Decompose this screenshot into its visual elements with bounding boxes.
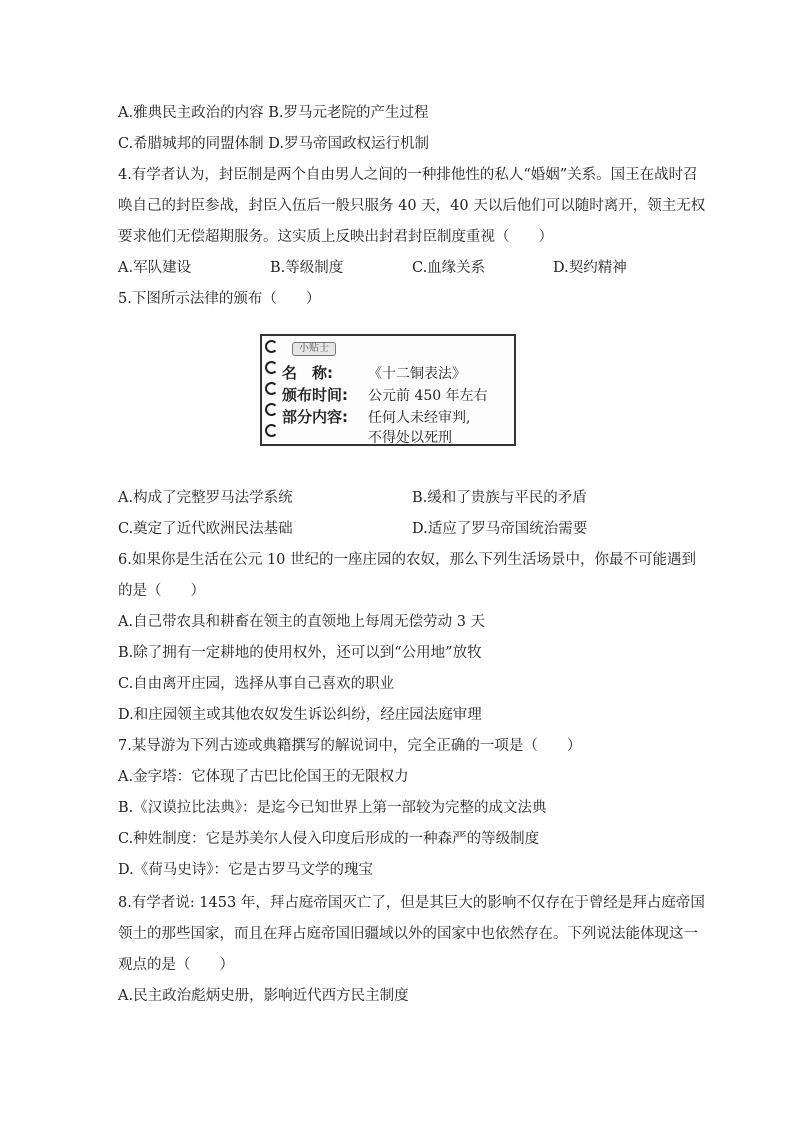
q5-option-b: B.缓和了贵族与平民的矛盾 bbox=[412, 490, 587, 506]
q4-option-d: D.契约精神 bbox=[553, 260, 627, 276]
name-value: 《十二铜表法》 bbox=[368, 366, 466, 382]
q5-stem: 5.下图所示法律的颁布（ ） bbox=[118, 291, 321, 307]
q4-option-b: B.等级制度 bbox=[270, 260, 344, 276]
q8-stem-line-2: 领土的那些国家，而且在拜占庭帝国旧疆域以外的国家中也依然存在。下列说法能体现这一 bbox=[118, 926, 698, 942]
q5-option-c: C.奠定了近代欧洲民法基础 bbox=[118, 521, 293, 537]
date-value: 公元前 450 年左右 bbox=[368, 388, 488, 404]
q4-stem-line-2: 唤自己的封臣参战，封臣入伍后一般只服务 40 天，40 天以后他们可以随时离开，领主无权 bbox=[118, 198, 706, 214]
q6-option-a: A.自己带农具和耕畜在领主的直领地上每周无偿劳动 3 天 bbox=[118, 614, 486, 630]
q4-option-a: A.军队建设 bbox=[118, 260, 192, 276]
q5-option-d: D.适应了罗马帝国统治需要 bbox=[412, 521, 588, 537]
q6-stem-line-2: 的是（ ） bbox=[118, 583, 205, 599]
q3-options-ab: A.雅典民主政治的内容 B.罗马元老院的产生过程 bbox=[118, 105, 429, 121]
content-label: 部分内容: bbox=[282, 408, 348, 426]
content-value-2: 不得处以死刑 bbox=[368, 430, 452, 446]
q6-stem-line-1: 6.如果你是生活在公元 10 世纪的一座庄园的农奴，那么下列生活场景中，你最不可能遇到 bbox=[118, 552, 696, 568]
q4-option-c: C.血缘关系 bbox=[412, 260, 486, 276]
card-tag: 小贴士 bbox=[292, 342, 336, 356]
q7-option-d: D.《荷马史诗》：它是古罗马文学的瑰宝 bbox=[118, 862, 373, 878]
name-label: 名 称: bbox=[282, 364, 333, 382]
q7-option-b: B.《汉谟拉比法典》：是迄今已知世界上第一部较为完整的成文法典 bbox=[118, 800, 547, 816]
q8-stem-line-3: 观点的是（ ） bbox=[118, 957, 234, 973]
q8-option-a: A.民主政治彪炳史册，影响近代西方民主制度 bbox=[118, 988, 409, 1004]
q6-option-b: B.除了拥有一定耕地的使用权外，还可以到“公用地”放牧 bbox=[118, 645, 482, 661]
q6-option-c: C.自由离开庄园，选择从事自己喜欢的职业 bbox=[118, 676, 395, 692]
law-info-card bbox=[260, 334, 516, 446]
q4-stem-line-3: 要求他们无偿超期服务。这实质上反映出封君封臣制度重视（ ） bbox=[118, 229, 553, 245]
q4-stem-line-1: 4.有学者认为，封臣制是两个自由男人之间的一种排他性的私人“婚姻”关系。国王在战时召 bbox=[118, 167, 698, 183]
q7-stem: 7.某导游为下列古迹或典籍撰写的解说词中，完全正确的一项是（ ） bbox=[118, 738, 582, 754]
q5-option-a: A.构成了完整罗马法学系统 bbox=[118, 490, 293, 506]
spiral-binding-icon bbox=[265, 340, 279, 445]
q8-stem-line-1: 8.有学者说: 1453 年，拜占庭帝国灭亡了，但是其巨大的影响不仅存在于曾经是拜占庭帝国 bbox=[118, 895, 705, 911]
q7-option-c: C.种姓制度：它是苏美尔人侵入印度后形成的一种森严的等级制度 bbox=[118, 831, 540, 847]
q7-option-a: A.金字塔：它体现了古巴比伦国王的无限权力 bbox=[118, 769, 409, 785]
q6-option-d: D.和庄园领主或其他农奴发生诉讼纠纷，经庄园法庭审理 bbox=[118, 707, 482, 723]
date-label: 颁布时间: bbox=[282, 386, 348, 404]
q3-options-cd: C.希腊城邦的同盟体制 D.罗马帝国政权运行机制 bbox=[118, 136, 430, 152]
content-value-1: 任何人未经审判, bbox=[368, 410, 471, 426]
